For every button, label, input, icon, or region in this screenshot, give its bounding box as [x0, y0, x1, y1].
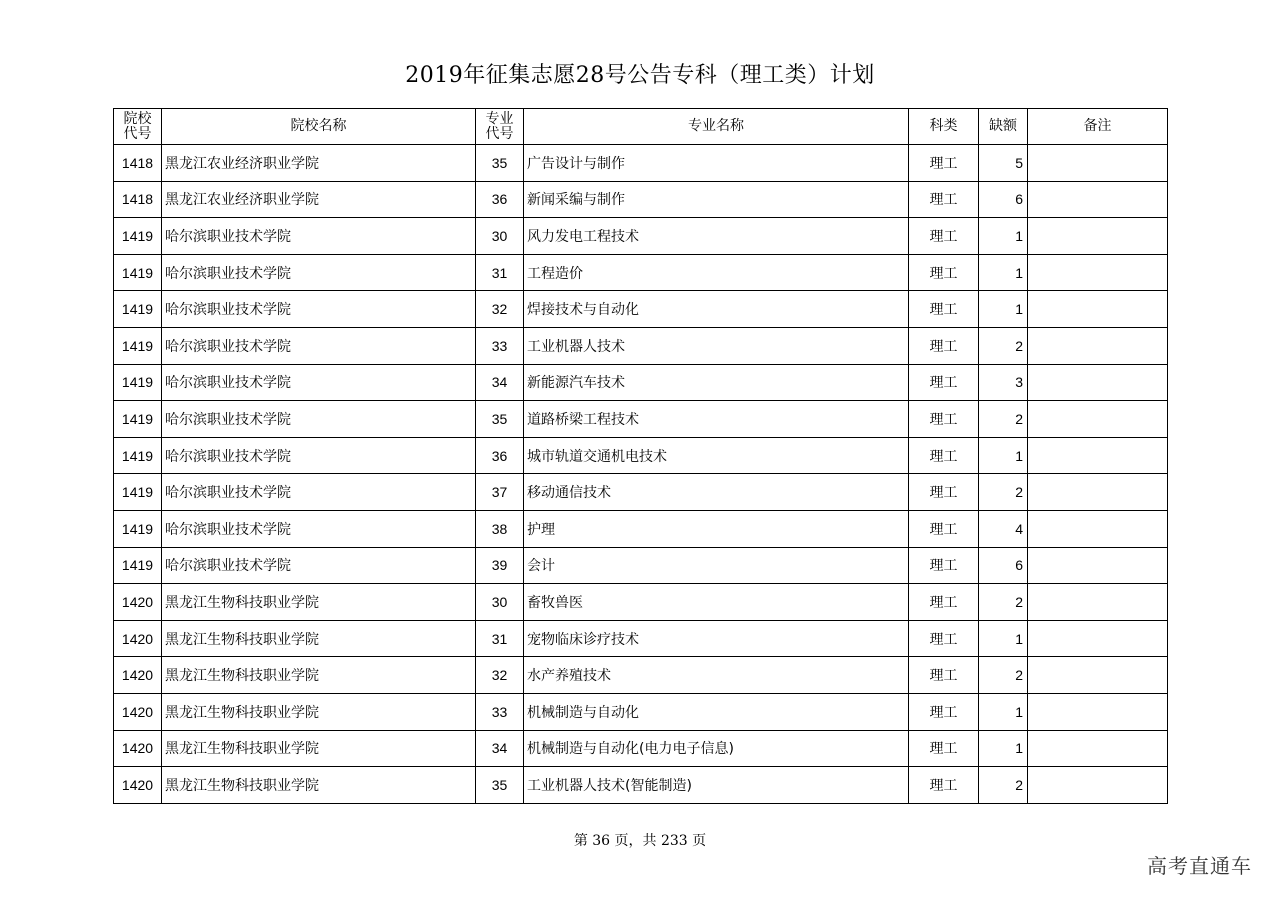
table-row: [114, 181, 1168, 218]
table-row: [114, 620, 1168, 657]
cell-quota: 1: [979, 693, 1028, 730]
cell-school-code: 1419: [114, 327, 162, 364]
cell-quota: 1: [979, 218, 1028, 255]
cell-quota: 1: [979, 437, 1028, 474]
cell-school-code: 1419: [114, 218, 162, 255]
cell-major-code: 35: [476, 401, 524, 438]
cell-quota: 2: [979, 474, 1028, 511]
cell-note: [1028, 510, 1168, 547]
cell-school-code: 1420: [114, 584, 162, 621]
cell-note: [1028, 181, 1168, 218]
cell-school-code: 1419: [114, 364, 162, 401]
page-footer: 第 36 页，共 233 页: [573, 833, 707, 849]
cell-major-name: 焊接技术与自动化: [524, 291, 909, 328]
cell-school-name: 哈尔滨职业技术学院: [162, 547, 476, 584]
cell-category: 理工: [909, 547, 979, 584]
cell-major-name: 宠物临床诊疗技术: [524, 620, 909, 657]
table-row: [114, 510, 1168, 547]
cell-major-code: 32: [476, 291, 524, 328]
cell-school-name: 哈尔滨职业技术学院: [162, 254, 476, 291]
cell-major-code: 38: [476, 510, 524, 547]
cell-quota: 1: [979, 620, 1028, 657]
cell-school-code: 1419: [114, 474, 162, 511]
cell-note: [1028, 364, 1168, 401]
cell-category: 理工: [909, 218, 979, 255]
cell-school-name: 黑龙江生物科技职业学院: [162, 767, 476, 804]
cell-major-name: 护理: [524, 510, 909, 547]
table-row: [114, 767, 1168, 804]
cell-quota: 2: [979, 584, 1028, 621]
cell-major-code: 33: [476, 693, 524, 730]
admission-plan-table: [113, 108, 1168, 804]
cell-major-code: 36: [476, 181, 524, 218]
cell-school-name: 黑龙江农业经济职业学院: [162, 181, 476, 218]
cell-school-name: 黑龙江农业经济职业学院: [162, 145, 476, 182]
cell-school-code: 1420: [114, 693, 162, 730]
cell-note: [1028, 145, 1168, 182]
cell-quota: 4: [979, 510, 1028, 547]
cell-major-name: 广告设计与制作: [524, 145, 909, 182]
cell-major-code: 31: [476, 620, 524, 657]
cell-school-code: 1419: [114, 401, 162, 438]
cell-school-name: 黑龙江生物科技职业学院: [162, 620, 476, 657]
cell-category: 理工: [909, 584, 979, 621]
cell-note: [1028, 547, 1168, 584]
cell-school-code: 1419: [114, 437, 162, 474]
cell-quota: 6: [979, 181, 1028, 218]
cell-major-code: 34: [476, 730, 524, 767]
table-row: [114, 730, 1168, 767]
table-row: [114, 218, 1168, 255]
table-row: [114, 474, 1168, 511]
cell-school-name: 哈尔滨职业技术学院: [162, 364, 476, 401]
cell-school-code: 1419: [114, 254, 162, 291]
table-header-row: [114, 109, 1168, 145]
cell-school-name: 哈尔滨职业技术学院: [162, 437, 476, 474]
table-row: [114, 437, 1168, 474]
cell-major-name: 工业机器人技术(智能制造): [524, 767, 909, 804]
cell-school-name: 哈尔滨职业技术学院: [162, 401, 476, 438]
header-school-name: 院校名称: [162, 109, 476, 145]
header-school-code: 院校代号: [114, 109, 162, 145]
cell-category: 理工: [909, 364, 979, 401]
cell-note: [1028, 584, 1168, 621]
cell-note: [1028, 620, 1168, 657]
cell-note: [1028, 657, 1168, 694]
cell-major-name: 风力发电工程技术: [524, 218, 909, 255]
cell-quota: 6: [979, 547, 1028, 584]
cell-quota: 2: [979, 401, 1028, 438]
cell-major-name: 畜牧兽医: [524, 584, 909, 621]
cell-school-name: 黑龙江生物科技职业学院: [162, 693, 476, 730]
cell-major-name: 水产养殖技术: [524, 657, 909, 694]
cell-category: 理工: [909, 327, 979, 364]
table-row: [114, 364, 1168, 401]
cell-major-code: 33: [476, 327, 524, 364]
cell-note: [1028, 327, 1168, 364]
cell-category: 理工: [909, 510, 979, 547]
cell-quota: 1: [979, 254, 1028, 291]
cell-school-name: 黑龙江生物科技职业学院: [162, 584, 476, 621]
cell-category: 理工: [909, 474, 979, 511]
table-row: [114, 254, 1168, 291]
cell-category: 理工: [909, 693, 979, 730]
table-row: [114, 584, 1168, 621]
cell-major-name: 道路桥梁工程技术: [524, 401, 909, 438]
table-row: [114, 693, 1168, 730]
cell-major-code: 34: [476, 364, 524, 401]
cell-major-name: 新闻采编与制作: [524, 181, 909, 218]
cell-school-code: 1420: [114, 767, 162, 804]
cell-school-name: 哈尔滨职业技术学院: [162, 327, 476, 364]
cell-major-code: 35: [476, 145, 524, 182]
cell-quota: 5: [979, 145, 1028, 182]
cell-major-code: 37: [476, 474, 524, 511]
cell-major-code: 30: [476, 218, 524, 255]
cell-major-code: 39: [476, 547, 524, 584]
cell-quota: 2: [979, 767, 1028, 804]
cell-school-name: 黑龙江生物科技职业学院: [162, 730, 476, 767]
cell-note: [1028, 730, 1168, 767]
cell-major-name: 会计: [524, 547, 909, 584]
cell-school-code: 1418: [114, 181, 162, 218]
cell-major-code: 32: [476, 657, 524, 694]
cell-major-name: 城市轨道交通机电技术: [524, 437, 909, 474]
cell-note: [1028, 437, 1168, 474]
cell-note: [1028, 474, 1168, 511]
table-row: [114, 547, 1168, 584]
cell-category: 理工: [909, 767, 979, 804]
cell-note: [1028, 401, 1168, 438]
cell-category: 理工: [909, 291, 979, 328]
cell-category: 理工: [909, 401, 979, 438]
header-note: 备注: [1028, 109, 1168, 145]
cell-note: [1028, 693, 1168, 730]
cell-quota: 1: [979, 730, 1028, 767]
cell-note: [1028, 291, 1168, 328]
table-row: [114, 657, 1168, 694]
cell-major-code: 36: [476, 437, 524, 474]
cell-school-name: 哈尔滨职业技术学院: [162, 218, 476, 255]
cell-major-code: 31: [476, 254, 524, 291]
header-major-name: 专业名称: [524, 109, 909, 145]
cell-category: 理工: [909, 254, 979, 291]
cell-school-code: 1420: [114, 657, 162, 694]
page-title: 2019年征集志愿28号公告专科（理工类）计划: [405, 63, 875, 88]
cell-category: 理工: [909, 145, 979, 182]
cell-major-name: 机械制造与自动化: [524, 693, 909, 730]
cell-school-name: 哈尔滨职业技术学院: [162, 291, 476, 328]
table-row: [114, 291, 1168, 328]
cell-category: 理工: [909, 437, 979, 474]
cell-category: 理工: [909, 657, 979, 694]
cell-quota: 3: [979, 364, 1028, 401]
cell-school-code: 1418: [114, 145, 162, 182]
header-major-code: 专业代号: [476, 109, 524, 145]
cell-category: 理工: [909, 181, 979, 218]
cell-quota: 1: [979, 291, 1028, 328]
watermark-text: 高考直通车: [1147, 854, 1252, 878]
cell-note: [1028, 218, 1168, 255]
cell-note: [1028, 254, 1168, 291]
cell-category: 理工: [909, 620, 979, 657]
cell-quota: 2: [979, 327, 1028, 364]
cell-school-name: 哈尔滨职业技术学院: [162, 510, 476, 547]
table-row: [114, 327, 1168, 364]
cell-major-name: 工程造价: [524, 254, 909, 291]
cell-school-name: 哈尔滨职业技术学院: [162, 474, 476, 511]
table-row: [114, 145, 1168, 182]
table-row: [114, 401, 1168, 438]
cell-major-code: 35: [476, 767, 524, 804]
cell-major-name: 新能源汽车技术: [524, 364, 909, 401]
cell-note: [1028, 767, 1168, 804]
cell-school-code: 1420: [114, 730, 162, 767]
cell-school-code: 1419: [114, 547, 162, 584]
cell-school-code: 1419: [114, 291, 162, 328]
cell-category: 理工: [909, 730, 979, 767]
cell-school-code: 1419: [114, 510, 162, 547]
table-body: [114, 145, 1168, 804]
header-category: 科类: [909, 109, 979, 145]
cell-quota: 2: [979, 657, 1028, 694]
cell-school-code: 1420: [114, 620, 162, 657]
cell-major-name: 移动通信技术: [524, 474, 909, 511]
cell-major-name: 机械制造与自动化(电力电子信息): [524, 730, 909, 767]
header-quota: 缺额: [979, 109, 1028, 145]
cell-school-name: 黑龙江生物科技职业学院: [162, 657, 476, 694]
cell-major-name: 工业机器人技术: [524, 327, 909, 364]
cell-major-code: 30: [476, 584, 524, 621]
